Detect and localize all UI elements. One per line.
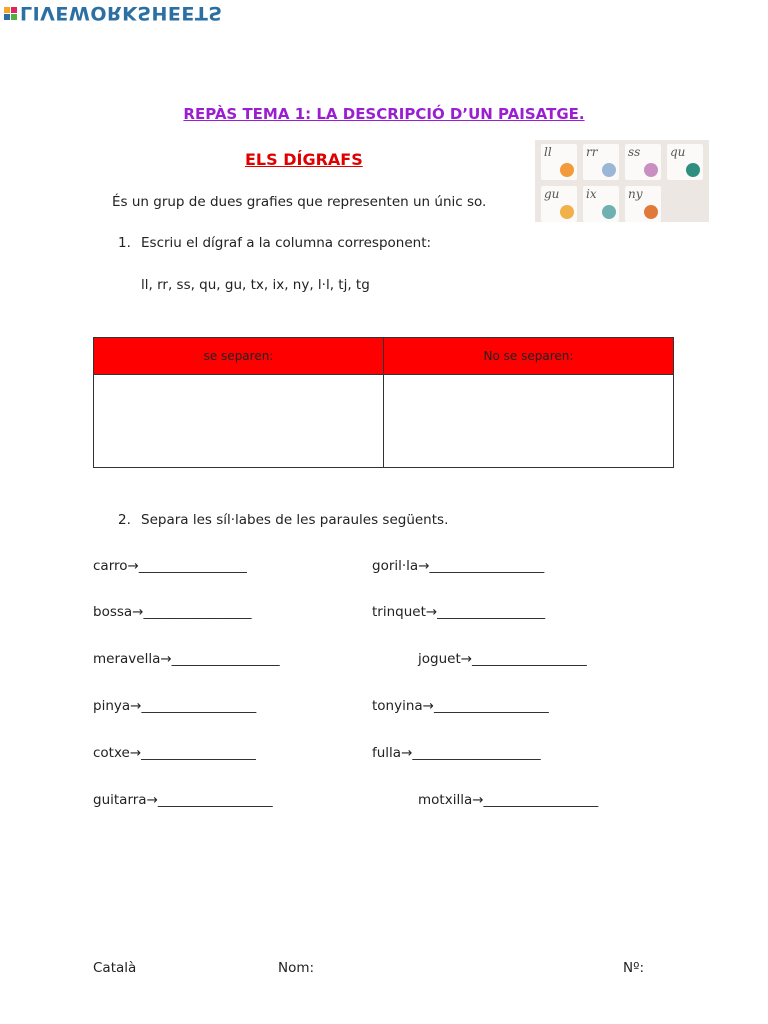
word-item[interactable]: tonyina→_________________ <box>372 698 549 714</box>
digraph-card-ss: ss <box>625 144 661 180</box>
word-item[interactable]: guitarra→_________________ <box>93 792 273 808</box>
word-item[interactable]: bossa→________________ <box>93 604 252 620</box>
answer-cell-not-separated[interactable] <box>384 375 674 468</box>
digraph-illustration-card <box>535 140 709 222</box>
word-item[interactable]: fulla→___________________ <box>372 745 541 761</box>
exercise-2-instruction: Separa les síl·labes de les paraules següents. <box>141 512 449 528</box>
word-item[interactable]: joguet→_________________ <box>418 651 587 667</box>
footer-subject: Català <box>93 960 137 976</box>
definition-text: És un grup de dues grafies que representen un únic so. <box>112 194 487 210</box>
footer-name-label: Nom: <box>278 960 315 976</box>
word-item[interactable]: goril·la→_________________ <box>372 558 545 574</box>
logo-mark-icon <box>4 7 17 20</box>
answer-cell-separated[interactable] <box>94 375 384 468</box>
digraph-card-ny: ny <box>625 186 661 222</box>
word-item[interactable]: cotxe→_________________ <box>93 745 256 761</box>
word-item[interactable]: pinya→_________________ <box>93 698 257 714</box>
digraph-card-ix: ix <box>583 186 619 222</box>
word-item[interactable]: meravella→________________ <box>93 651 280 667</box>
column-header-not-separated: No se separen: <box>384 338 674 375</box>
digraph-card-qu: qu <box>667 144 703 180</box>
exercise-1-instruction: Escriu el dígraf a la columna corresponent: <box>141 235 432 251</box>
worksheet-title: REPÀS TEMA 1: LA DESCRIPCIÓ D’UN PAISATGE. <box>183 105 585 123</box>
logo-text: LIVEWORKSHEETS <box>20 2 223 24</box>
digraph-card-ll: ll <box>541 144 577 180</box>
exercise-1-number: 1. <box>118 235 131 251</box>
column-header-separated: se separen: <box>94 338 384 375</box>
section-subtitle: ELS DÍGRAFS <box>245 150 363 169</box>
liveworksheets-logo <box>4 2 223 24</box>
digraph-sort-table <box>93 337 674 468</box>
digraph-card-gu: gu <box>541 186 577 222</box>
digraph-list: ll, rr, ss, qu, gu, tx, ix, ny, l·l, tj, tg <box>141 277 370 293</box>
word-item[interactable]: trinquet→________________ <box>372 604 546 620</box>
digraph-card-rr: rr <box>583 144 619 180</box>
footer-number-label: Nº: <box>623 960 645 976</box>
word-item[interactable]: motxilla→_________________ <box>418 792 599 808</box>
exercise-2-number: 2. <box>118 512 131 528</box>
word-item[interactable]: carro→________________ <box>93 558 247 574</box>
